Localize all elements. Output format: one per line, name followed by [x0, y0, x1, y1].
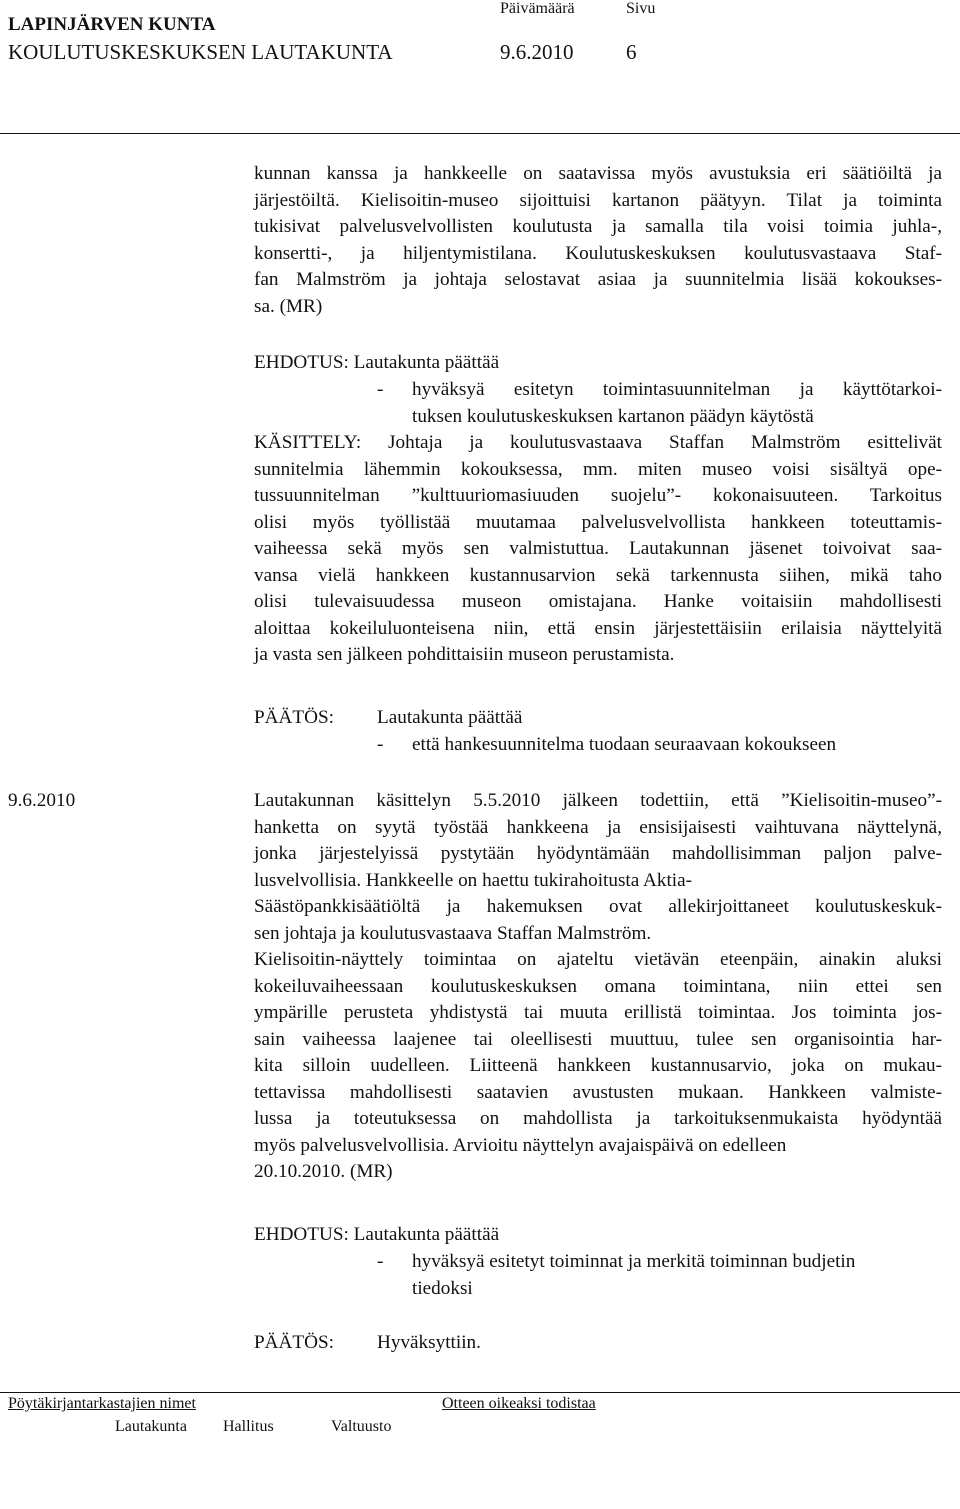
text-line: hanketta on syytä työstää hankkeena ja ensisijaisesti vaihtuvana näyttelynä,	[254, 816, 942, 838]
text-line: tiedoksi	[412, 1277, 473, 1299]
page-label: Sivu	[626, 0, 656, 17]
header-date: 9.6.2010	[500, 40, 574, 64]
text-line: konsertti-, ja hiljentymistilana. Koulutuskeskuksen koulutusvastaava Staf-	[254, 242, 942, 264]
footer-body-lautakunta: Lautakunta	[115, 1418, 187, 1435]
text-line: tettavissa mahdollisesti saatavien avustusten mukaan. Hankkeen valmiste-	[254, 1081, 942, 1103]
page-number: 6	[626, 40, 637, 64]
proposal-1	[254, 350, 499, 377]
text-line: kunnan kanssa ja hankkeelle on saatavissa myös avustuksia eri säätiöiltä ja	[254, 163, 942, 184]
text-line: olisi myös työllistää muutamaa palvelusvelvollista hankkeen toteuttamis-	[254, 511, 942, 533]
text-line: lusvelvollisia. Hankkeelle on haettu tukirahoitusta Aktia-	[254, 869, 693, 891]
text-line: Säästöpankkisäätiöltä ja hakemuksen ovat allekirjoittaneet koulutuskeskuk-	[254, 896, 942, 917]
text-line: järjestöiltä. Kielisoitin-museo sijoittuisi kartanon päätyyn. Tilat ja toiminta	[254, 189, 942, 211]
header-divider	[0, 133, 960, 134]
text-line: tuksen koulutuskeskuksen kartanon päädyn käytöstä	[412, 405, 814, 427]
proposal-label: EHDOTUS:	[254, 352, 349, 373]
text-line: aloittaa kokeiluluonteisena niin, että ensin järjestettäisiin erilaisia näyttelyitä	[254, 617, 942, 639]
organization-name: LAPINJÄRVEN KUNTA	[8, 14, 216, 35]
section-2-paragraph	[254, 788, 942, 1186]
text-line: myös palvelusvelvollisia. Arvioitu näyttelyn avajaispäivä on edelleen	[254, 1134, 787, 1156]
text-line: ympärille perusteta yhdistystä tai muuta erillistä toimintaa. Jos toiminta jos-	[254, 1002, 942, 1023]
section-date: 9.6.2010	[8, 790, 76, 811]
footer-body-valtuusto: Valtuusto	[331, 1418, 392, 1435]
decision-1-label: PÄÄTÖS:	[254, 707, 334, 728]
text-line: lussa ja toteutuksessa on mahdollista ja tarkoituksenmukaista hyödyntää	[254, 1108, 942, 1129]
text-line: kita silloin uudelleen. Liitteenä hankkeen kustannusarvio, joka on mukau-	[254, 1055, 942, 1076]
text-line: jonka järjestelyissä pystytään hyödyntämään mahdollisimman paljon palve-	[254, 843, 942, 864]
proposal-2-dash: -	[377, 1251, 384, 1272]
decision-1-dash: -	[377, 734, 384, 755]
date-label: Päivämäärä	[500, 0, 575, 17]
proposal-text: Lautakunta päättää	[353, 352, 500, 373]
proposal-1-dash: -	[377, 379, 384, 400]
footer-body-hallitus: Hallitus	[223, 1418, 274, 1435]
text-line: hyväksyä esitetyn toimintasuunnitelman ja käyttötarkoi-	[412, 379, 942, 400]
text-line: KÄSITTELY: Johtaja ja koulutusvastaava Staffan Malmström esittelivät	[254, 432, 942, 453]
text-line: Kielisoitin-näyttely toimintaa on ajateltu vietävän eteenpäin, ainakin aluksi	[254, 949, 942, 970]
checkers-label: Pöytäkirjantarkastajien nimet	[8, 1395, 196, 1412]
text-line: vaiheessa sekä myös sen valmistuttua. Lautakunnan jäsenet toivoivat saa-	[254, 538, 942, 559]
text-line: sa. (MR)	[254, 295, 323, 317]
proposal-text: Lautakunta päättää	[353, 1224, 500, 1245]
text-line: olisi tulevaisuudessa museon omistajana. Hanke voitaisiin mahdollisesti	[254, 591, 942, 612]
text-line: ja vasta sen jälkeen pohdittaisiin museon perustamista.	[254, 644, 675, 665]
copy-certified-label: Otteen oikeaksi todistaa	[442, 1395, 596, 1412]
text-line: 20.10.2010. (MR)	[254, 1161, 393, 1182]
text-line: tussuunnitelman ”kulttuuriomasiuuden suojelu”- kokonaisuuteen. Tarkoitus	[254, 485, 942, 506]
decision-2-text: Hyväksyttiin.	[377, 1332, 481, 1353]
decision-1-text: Lautakunta päättää	[377, 707, 523, 728]
text-line: sunnitelmia lähemmin kokouksessa, mm. miten museo voisi sisältyä ope-	[254, 458, 942, 480]
text-line: sen johtaja ja koulutusvastaava Staffan Malmström.	[254, 922, 652, 944]
footer-divider	[0, 1392, 960, 1393]
handling-paragraph	[254, 430, 942, 669]
proposal-1-item	[412, 377, 942, 430]
text-line: kokeiluvaiheessaan koulutuskeskuksen omana toimintana, niin ettei sen	[254, 975, 942, 997]
text-line: tukisivat palvelusvelvollisten koulutusta ja samalla tila voisi toimia juhla-,	[254, 216, 942, 237]
text-line: vansa vielä hankkeen kustannusarvion sekä tarkennusta siihen, mikä taho	[254, 564, 942, 586]
text-line: Lautakunnan käsittelyn 5.5.2010 jälkeen todettiin, että ”Kielisoitin-museo”-	[254, 790, 942, 811]
decision-2-label: PÄÄTÖS:	[254, 1332, 334, 1353]
text-line: sain vaiheessa laajenee tai oleellisesti muuttuu, tulee sen organisointia har-	[254, 1028, 942, 1050]
text-line: hyväksyä esitetyt toiminnat ja merkitä toiminnan budjetin	[412, 1251, 856, 1272]
intro-paragraph	[254, 161, 942, 320]
proposal-label: EHDOTUS:	[254, 1224, 349, 1245]
proposal-2	[254, 1222, 499, 1249]
board-name: KOULUTUSKESKUKSEN LAUTAKUNTA	[8, 40, 393, 64]
decision-1-item: että hankesuunnitelma tuodaan seuraavaan kokoukseen	[412, 734, 837, 755]
proposal-2-item	[412, 1249, 942, 1302]
text-line: fan Malmström ja johtaja selostavat asiaa ja suunnitelmia lisää kokoukses-	[254, 269, 942, 290]
